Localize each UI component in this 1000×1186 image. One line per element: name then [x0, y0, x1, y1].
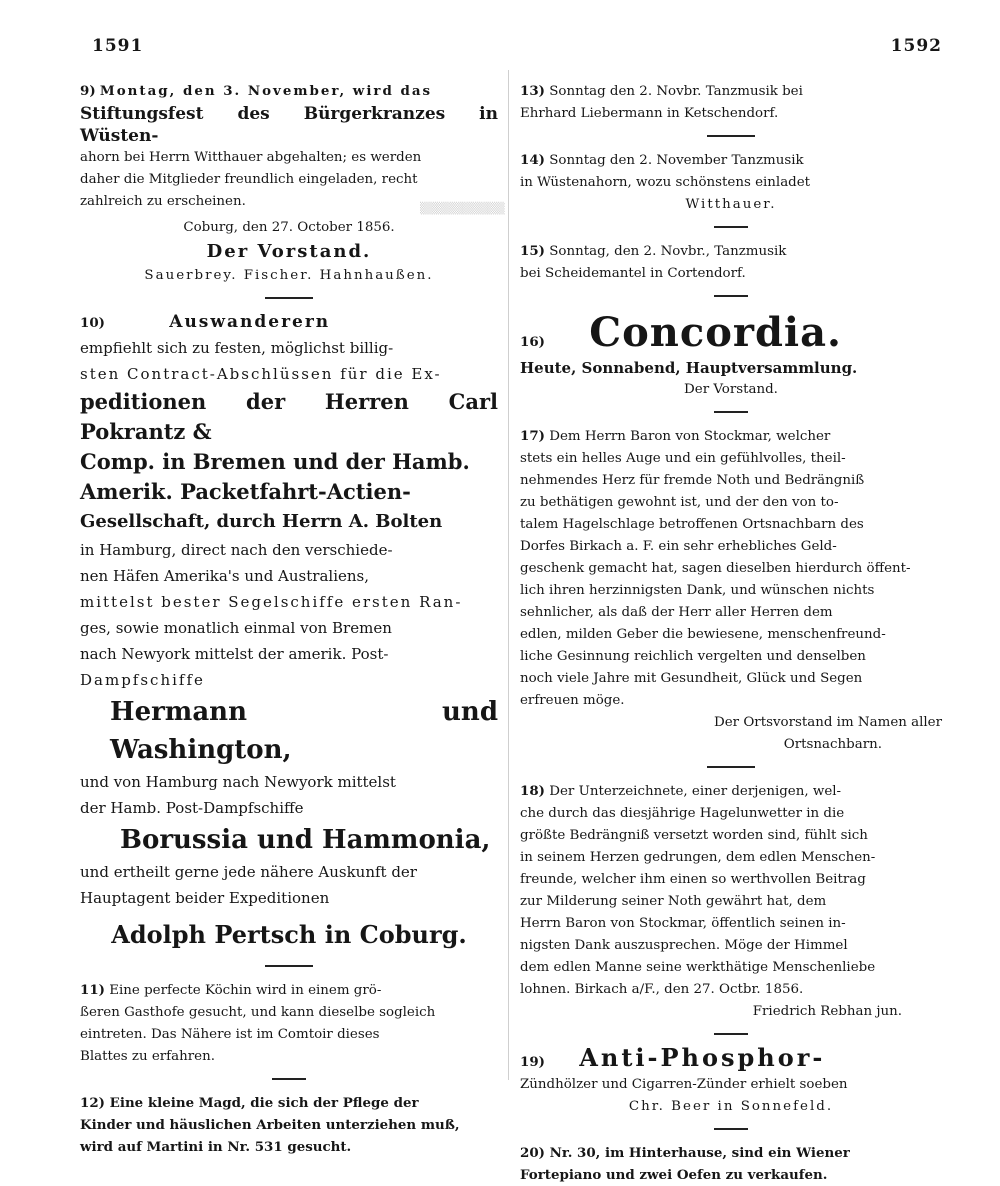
bleed-through-texture: ▒▒▒▒▒▒▒▒▒▒: [420, 202, 505, 215]
announcement-line: Sonntag den 2. Novbr. Tanzmusik bei: [549, 84, 803, 99]
column-divider: [508, 70, 509, 1080]
announcement-signature: Friedrich Rebhan jun.: [752, 1004, 902, 1019]
announcement-line: Stiftungsfest des Bürgerkranzes in Wüsten-: [80, 104, 498, 146]
announcement-line: nen Häfen Amerika's und Australiens,: [80, 567, 369, 585]
announcement-signature: Der Vorstand.: [206, 241, 372, 262]
announcement-number: 11): [80, 982, 105, 998]
announcement-line: der Hamb. Post-Dampfschiffe: [80, 799, 304, 817]
announcement-line: Heute, Sonnabend, Hauptversammlung.: [520, 359, 858, 377]
announcement-10: [80, 311, 498, 955]
announcement-title: Anti-Phosphor-: [579, 1043, 826, 1072]
announcement-12: [80, 1092, 498, 1158]
page-number-left: 1591: [92, 36, 144, 56]
announcement-number: 15): [520, 243, 545, 259]
announcement-line: in seinem Herzen gedrungen, dem edlen Menschen-: [520, 850, 876, 865]
announcement-line: Ehrhard Liebermann in Ketschendorf.: [520, 106, 779, 121]
announcement-date: Coburg, den 27. October 1856.: [183, 220, 395, 235]
announcement-line: eintreten. Das Nähere ist im Comtoir dieses: [80, 1027, 380, 1042]
announcement-signature: Witthauer.: [685, 197, 777, 212]
announcement-line: und ertheilt gerne jede nähere Auskunft der: [80, 863, 417, 881]
announcement-line: nigsten Dank auszusprechen. Möge der Himmel: [520, 938, 848, 953]
announcement-line: und von Hamburg nach Newyork mittelst: [80, 773, 396, 791]
announcement-signature-2: Ortsnachbarn.: [783, 737, 882, 752]
announcement-line: Eine perfecte Köchin wird in einem grö-: [109, 983, 382, 998]
announcement-line: Herrn Baron von Stockmar, öffentlich seinen in-: [520, 916, 846, 931]
separator-rule: [714, 1033, 748, 1035]
announcement-line: liche Gesinnung reichlich vergelten und denselben: [520, 649, 866, 664]
agent-name: Adolph Pertsch in Coburg.: [111, 920, 467, 949]
right-column: [520, 80, 942, 1186]
separator-rule: [714, 226, 748, 228]
announcement-line: ßeren Gasthofe gesucht, und kann dieselbe sogleich: [80, 1005, 436, 1020]
separator-rule: [265, 965, 313, 967]
announcement-19: [520, 1043, 942, 1118]
announcement-line: Chr. Beer in Sonnefeld.: [628, 1099, 834, 1114]
announcement-line: zu bethätigen gewohnt ist, und der den von to-: [520, 495, 839, 510]
announcement-line: sten Contract-Abschlüssen für die Ex-: [80, 365, 442, 383]
ship-names-2: Borussia und Hammonia,: [120, 825, 491, 855]
announcement-number: 13): [520, 83, 545, 99]
announcement-line: Gesellschaft, durch Herrn A. Bolten: [80, 511, 443, 532]
announcement-number: 18): [520, 783, 545, 799]
announcement-9: [80, 80, 498, 287]
announcement-number: 16): [520, 334, 545, 350]
announcement-line: Zündhölzer und Cigarren-Zünder erhielt soeben: [520, 1077, 848, 1092]
announcement-line: lich ihren herzinnigsten Dank, und wünschen nichts: [520, 583, 875, 598]
announcement-line: mittelst bester Segelschiffe ersten Ran-: [80, 593, 463, 611]
announcement-line: empfiehlt sich zu festen, möglichst billig-: [80, 339, 394, 357]
announcement-line: noch viele Jahre mit Gesundheit, Glück und Segen: [520, 671, 863, 686]
announcement-signature: Der Ortsvorstand im Namen aller: [714, 715, 942, 730]
announcement-names: Sauerbrey. Fischer. Hahnhaußen.: [144, 268, 434, 283]
announcement-line: nehmendes Herz für fremde Noth und Bedrängniß: [520, 473, 865, 488]
separator-rule: [707, 135, 755, 137]
announcement-17: [520, 425, 942, 756]
announcement-line: Kinder und häuslichen Arbeiten unterziehen muß,: [80, 1117, 460, 1133]
announcement-line: erfreuen möge.: [520, 693, 625, 708]
announcement-line: zur Milderung seiner Noth gewährt hat, dem: [520, 894, 827, 909]
announcement-heading: Auswanderern: [169, 312, 331, 332]
announcement-line: Dampfschiffe: [80, 671, 205, 689]
announcement-line: Nr. 30, im Hinterhause, sind ein Wiener: [549, 1145, 850, 1161]
announcement-line: Dem Herrn Baron von Stockmar, welcher: [549, 429, 831, 444]
announcement-line: größte Bedrängniß versetzt worden sind, fühlt sich: [520, 828, 868, 843]
announcement-line: Eine kleine Magd, die sich der Pflege der: [109, 1095, 419, 1111]
left-column: [80, 80, 498, 1158]
announcement-line: Blattes zu erfahren.: [80, 1049, 215, 1064]
announcement-line: in Hamburg, direct nach den verschiede-: [80, 541, 393, 559]
announcement-line: peditionen der Herren Carl Pokrantz &: [80, 389, 498, 444]
separator-rule: [714, 1128, 748, 1130]
announcement-line: in Wüstenahorn, wozu schönstens einladet: [520, 175, 811, 190]
announcement-number: 19): [520, 1054, 545, 1070]
announcement-20: [520, 1142, 942, 1186]
announcement-line: talem Hagelschlage betroffenen Ortsnachbarn des: [520, 517, 864, 532]
announcement-number: 9): [80, 83, 96, 99]
announcement-line: wird auf Martini in Nr. 531 gesucht.: [80, 1139, 352, 1155]
announcement-line: Sonntag den 2. November Tanzmusik: [549, 153, 804, 168]
announcement-line: sehnlicher, als daß der Herr aller Herren dem: [520, 605, 833, 620]
announcement-number: 14): [520, 152, 545, 168]
announcement-line: stets ein helles Auge und ein gefühlvolles, theil-: [520, 451, 846, 466]
announcement-line: ahorn bei Herrn Witthauer abgehalten; es werden: [80, 150, 422, 165]
announcement-line: zahlreich zu erscheinen.: [80, 194, 246, 209]
announcement-15: [520, 240, 942, 285]
separator-rule: [265, 297, 313, 299]
announcement-line: geschenk gemacht hat, sagen dieselben hierdurch öffent-: [520, 561, 911, 576]
announcement-line: daher die Mitglieder freundlich eingeladen, recht: [80, 172, 418, 187]
announcement-line: Dorfes Birkach a. F. ein sehr erhebliches Geld-: [520, 539, 837, 554]
announcement-line: Hauptagent beider Expeditionen: [80, 889, 330, 907]
announcement-line: ges, sowie monatlich einmal von Bremen: [80, 619, 392, 637]
ship-names-1: Hermann und Washington,: [110, 697, 498, 765]
announcement-line: Der Unterzeichnete, einer derjenigen, wel-: [549, 784, 842, 799]
announcement-line: edlen, milden Geber die bewiesene, menschenfreund-: [520, 627, 886, 642]
announcement-line: freunde, welcher ihm einen so werthvollen Beitrag: [520, 872, 866, 887]
announcement-number: 10): [80, 315, 105, 331]
announcement-line: Fortepiano und zwei Oefen zu verkaufen.: [520, 1167, 828, 1183]
separator-rule: [714, 295, 748, 297]
announcement-line: Comp. in Bremen und der Hamb.: [80, 449, 470, 474]
announcement-title: Concordia.: [589, 309, 842, 356]
announcement-16: [520, 309, 942, 401]
announcement-line: Sonntag, den 2. Novbr., Tanzmusik: [549, 244, 787, 259]
separator-rule: [272, 1078, 306, 1080]
announcement-number: 20): [520, 1145, 545, 1161]
announcement-line: che durch das diesjährige Hagelunwetter in die: [520, 806, 845, 821]
announcement-number: 17): [520, 428, 545, 444]
announcement-18: [520, 780, 942, 1023]
announcement-line: dem edlen Manne seine werkthätige Menschenliebe: [520, 960, 876, 975]
announcement-line: Amerik. Packetfahrt-Actien-: [80, 479, 411, 504]
separator-rule: [707, 766, 755, 768]
separator-rule: [714, 411, 748, 413]
announcement-14: [520, 149, 942, 216]
announcement-line: bei Scheidemantel in Cortendorf.: [520, 266, 746, 281]
announcement-line: Montag, den 3. November, wird das: [99, 83, 433, 99]
announcement-signature: Der Vorstand.: [684, 382, 778, 397]
announcement-11: [80, 979, 498, 1068]
announcement-line: nach Newyork mittelst der amerik. Post-: [80, 645, 389, 663]
announcement-13: [520, 80, 942, 125]
announcement-line: lohnen. Birkach a/F., den 27. Octbr. 1856.: [520, 982, 804, 997]
announcement-number: 12): [80, 1095, 105, 1111]
page-number-right: 1592: [890, 36, 942, 56]
